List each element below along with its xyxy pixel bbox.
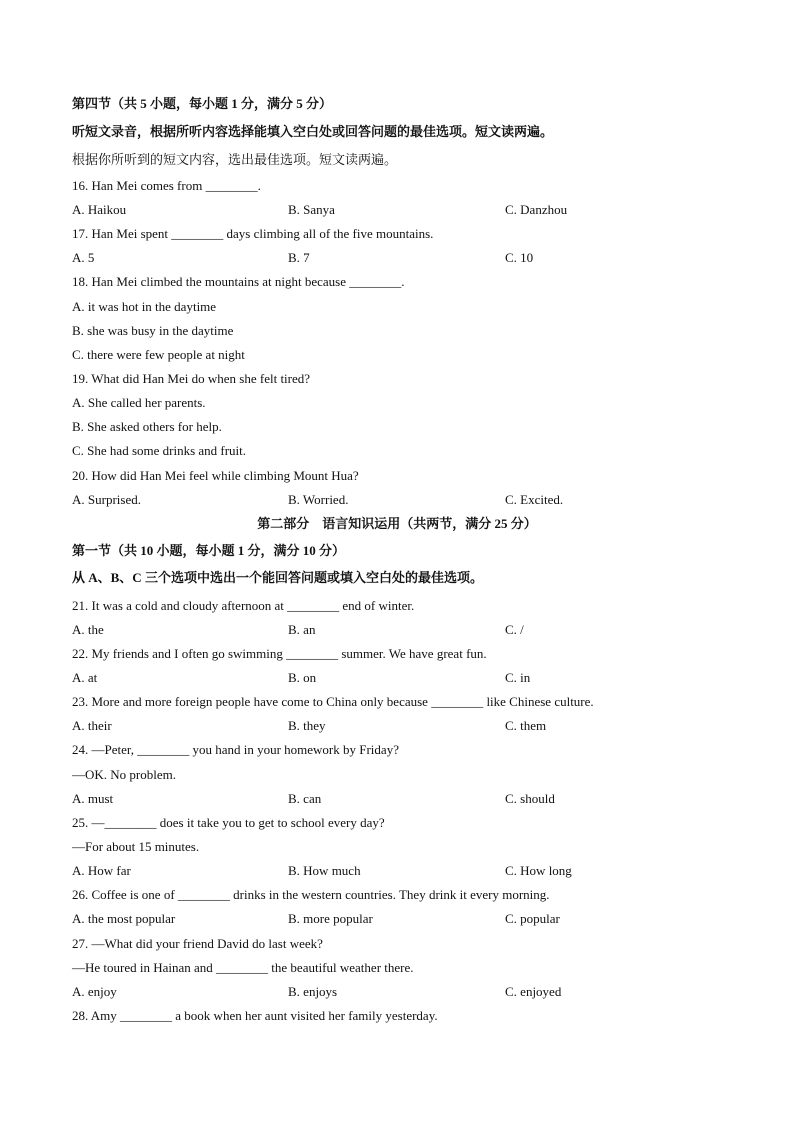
question-28-stem: 28. Amy ________ a book when her aunt visited her family yesterday. [72, 1008, 438, 1023]
question-19-option-c: C. She had some drinks and fruit. [72, 443, 247, 458]
section-4-instruction: 听短文录音，根据所听内容选择能填入空白处或回答问题的最佳选项。短文读两遍。 [72, 124, 554, 139]
question-24-option-c: C. should [505, 791, 555, 806]
question-27-reply: —He toured in Hainan and ________ the beautiful weather there. [72, 960, 414, 975]
question-25-option-c: C. How long [505, 863, 572, 878]
question-26-option-c: C. popular [505, 911, 560, 926]
question-27-option-c: C. enjoyed [505, 984, 562, 999]
question-23-option-b: B. they [288, 718, 326, 733]
question-26-option-b: B. more popular [288, 911, 373, 926]
section-4-title: 第四节（共 5 小题，每小题 1 分，满分 5 分） [72, 96, 333, 111]
question-20-option-b: B. Worried. [288, 492, 349, 507]
part-2-instruction: 从 A、B、C 三个选项中选出一个能回答问题或填入空白处的最佳选项。 [72, 570, 483, 585]
question-22-option-b: B. on [288, 670, 317, 685]
part-2-section-1-title: 第一节（共 10 小题，每小题 1 分，满分 10 分） [72, 543, 346, 558]
question-18-option-c: C. there were few people at night [72, 347, 245, 362]
question-21-stem: 21. It was a cold and cloudy afternoon at ________ end of winter. [72, 598, 415, 613]
question-21-option-b: B. an [288, 622, 316, 637]
question-18-option-a: A. it was hot in the daytime [72, 299, 217, 314]
question-19-option-a: A. She called her parents. [72, 395, 206, 410]
question-17-stem: 17. Han Mei spent ________ days climbing all of the five mountains. [72, 226, 434, 241]
question-19-option-b: B. She asked others for help. [72, 419, 222, 434]
question-22-stem: 22. My friends and I often go swimming ________ summer. We have great fun. [72, 646, 487, 661]
question-27-stem: 27. —What did your friend David do last week? [72, 936, 323, 951]
question-22-option-c: C. in [505, 670, 531, 685]
question-16-stem: 16. Han Mei comes from ________. [72, 178, 261, 193]
question-22-option-a: A. at [72, 670, 98, 685]
question-17-option-c: C. 10 [505, 250, 534, 265]
question-25-reply: —For about 15 minutes. [72, 839, 200, 854]
question-17-option-b: B. 7 [288, 250, 310, 265]
question-23-option-c: C. them [505, 718, 547, 733]
question-24-option-b: B. can [288, 791, 322, 806]
question-20-option-a: A. Surprised. [72, 492, 141, 507]
section-4-instruction-2: 根据你所听到的短文内容，选出最佳选项。短文读两遍。 [72, 152, 398, 167]
question-25-option-a: A. How far [72, 863, 131, 878]
question-21-option-c: C. / [505, 622, 524, 637]
question-26-stem: 26. Coffee is one of ________ drinks in the western countries. They drink it every morning. [72, 887, 550, 902]
question-25-stem: 25. —________ does it take you to get to school every day? [72, 815, 385, 830]
question-18-stem: 18. Han Mei climbed the mountains at night because ________. [72, 274, 405, 289]
question-18-option-b: B. she was busy in the daytime [72, 323, 234, 338]
part-2-title: 第二部分 语言知识运用（共两节，满分 25 分） [257, 516, 537, 531]
question-27-option-a: A. enjoy [72, 984, 117, 999]
question-24-reply: —OK. No problem. [72, 767, 176, 782]
question-21-option-a: A. the [72, 622, 104, 637]
question-16-option-b: B. Sanya [288, 202, 335, 217]
question-16-option-c: C. Danzhou [505, 202, 568, 217]
question-25-option-b: B. How much [288, 863, 361, 878]
question-24-stem: 24. —Peter, ________ you hand in your homework by Friday? [72, 742, 399, 757]
question-26-option-a: A. the most popular [72, 911, 176, 926]
question-19-stem: 19. What did Han Mei do when she felt tired? [72, 371, 311, 386]
question-20-option-c: C. Excited. [505, 492, 564, 507]
question-23-stem: 23. More and more foreign people have come to China only because ________ like Chinese culture. [72, 694, 594, 709]
question-16-option-a: A. Haikou [72, 202, 127, 217]
question-23-option-a: A. their [72, 718, 112, 733]
question-27-option-b: B. enjoys [288, 984, 338, 999]
question-17-option-a: A. 5 [72, 250, 95, 265]
question-24-option-a: A. must [72, 791, 114, 806]
question-20-stem: 20. How did Han Mei feel while climbing Mount Hua? [72, 468, 359, 483]
